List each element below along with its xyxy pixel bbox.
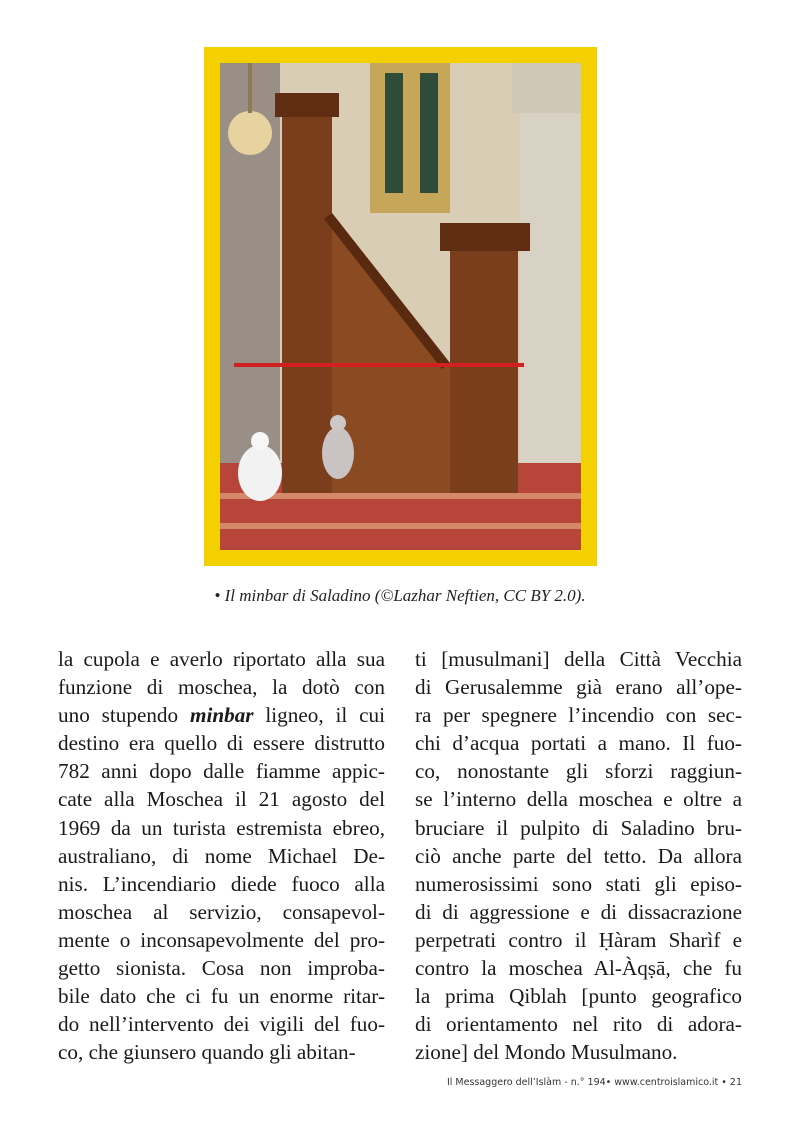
text-line: chi d’acqua portati a mano. Il fuo- [415, 731, 742, 756]
text-line: cate alla Moschea il 21 agosto del [58, 787, 385, 812]
text-line: bruciare il pulpito di Saladino bru- [415, 815, 742, 840]
text-line: la prima Qiblah [punto geografico [415, 984, 742, 1009]
text-line: 782 anni dopo dalle fiamme appic- [58, 759, 385, 784]
text-line: ra per spegnere l’incendio con sec- [415, 703, 742, 728]
text-line: numerosissimi sono stati gli episo- [415, 871, 742, 896]
text-line: mente o inconsapevolmente del pro- [58, 927, 385, 952]
text-line: se l’interno della moschea e oltre a [415, 787, 742, 812]
text-line: getto sionista. Cosa non improba- [58, 956, 385, 981]
minbar-photo [220, 63, 581, 550]
text-line: contro la moschea Al-Àqṣā, che fu [415, 956, 742, 981]
text-line: bile dato che ci fu un enorme ritar- [58, 984, 385, 1009]
text-line: ciò anche parte del tetto. Da allora [415, 843, 742, 868]
text-line: nis. L’incendiario diede fuoco alla [58, 871, 385, 896]
text-line: di di aggressione e di dissacrazione [415, 899, 742, 924]
text-column-right [415, 645, 742, 1066]
text-line: moschea al servizio, consapevol- [58, 899, 385, 924]
text-line: co, nonostante gli sforzi raggiun- [415, 759, 742, 784]
text-line: uno stupendo minbar ligneo, il cui [58, 703, 385, 728]
text-line: destino era quello di essere distrutto [58, 731, 385, 756]
text-line: di Gerusalemme già erano all’ope- [415, 675, 742, 700]
text-line: co, che giunsero quando gli abitan- [58, 1040, 356, 1065]
text-line: do nell’intervento dei vigili del fuo- [58, 1012, 385, 1037]
text-column-left [58, 645, 385, 1066]
photo-frame [204, 47, 597, 566]
text-line: perpetrati contro il Ḥàram Sharìf e [415, 927, 742, 952]
text-line: funzione di moschea, la dotò con [58, 675, 385, 700]
text-line: zione] del Mondo Musulmano. [415, 1040, 678, 1065]
photo-caption: • Il minbar di Saladino (©Lazhar Neftien, CC BY 2.0). [214, 586, 586, 605]
text-line: 1969 da un turista estremista ebreo, [58, 815, 385, 840]
text-line: australiano, di nome Michael De- [58, 843, 385, 868]
text-line: di orientamento nel rito di adora- [415, 1012, 742, 1037]
minbar-illustration [220, 63, 581, 550]
text-line: ti [musulmani] della Città Vecchia [415, 647, 742, 671]
page-footer: Il Messaggero dell’Islàm - n.° 194• www.centroislamico.it • 21 [446, 1077, 742, 1088]
text-line: la cupola e averlo riportato alla sua [58, 647, 385, 671]
